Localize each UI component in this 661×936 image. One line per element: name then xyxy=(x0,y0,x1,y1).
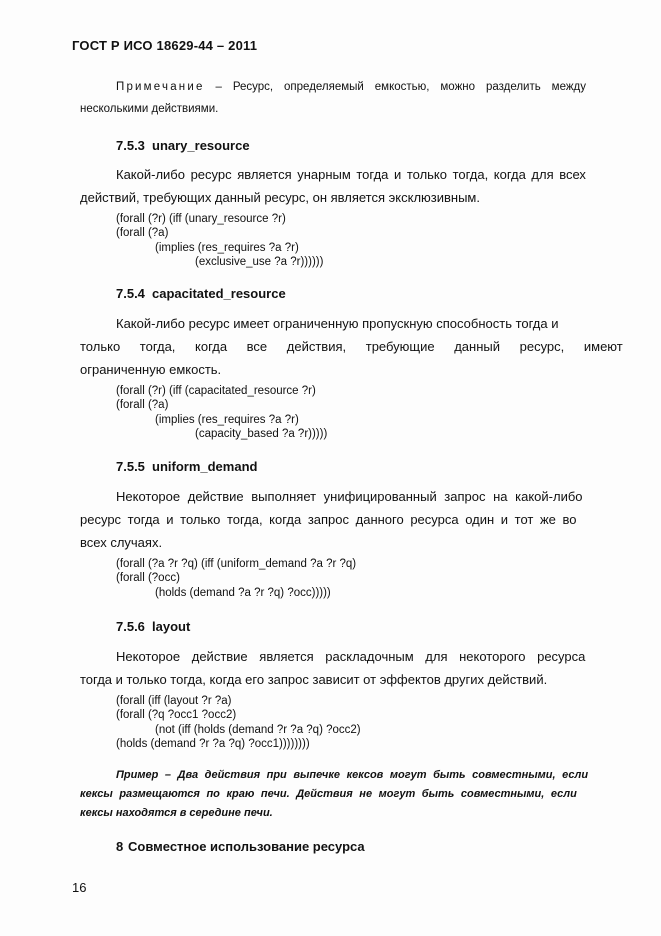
paragraph-line: ограниченную емкость. xyxy=(80,362,222,377)
code-line: (not (iff (holds (demand ?r ?a ?q) ?occ2) xyxy=(155,723,361,736)
word: только xyxy=(406,167,447,182)
section-title: layout xyxy=(152,619,191,634)
word: и xyxy=(393,167,402,182)
section-number: 8 xyxy=(116,839,124,854)
line-text: ресурс тогда и только тогда, когда запрос данного ресурса один и тот же во xyxy=(80,512,577,527)
page-number: 16 xyxy=(72,880,87,895)
section-title: capacitated_resource xyxy=(152,286,286,301)
section-heading xyxy=(116,619,190,634)
code-line: (implies (res_requires ?a ?r) xyxy=(155,241,299,254)
code-line: (forall (?a ?r ?q) (iff (uniform_demand ?a ?r ?q) xyxy=(116,558,357,570)
note-word: между xyxy=(551,81,586,93)
section-title: Совместное использование ресурса xyxy=(128,839,365,854)
section-number: 7.5.3 xyxy=(116,138,145,153)
code-line: (forall (?r) (iff (capacitated_resource ?r) xyxy=(116,385,316,397)
paragraph-line xyxy=(116,649,585,664)
paragraph-line xyxy=(80,512,577,527)
paragraph-line: тогда и только тогда, когда его запрос зависит от эффектов других действий. xyxy=(80,672,548,687)
code-line: (exclusive_use ?a ?r)))))) xyxy=(195,256,324,269)
line-text: Пример – Два действия при выпечке кексов могут быть совместными, если xyxy=(116,769,589,781)
code-block xyxy=(116,212,323,270)
paragraph-line xyxy=(116,489,583,504)
word: является xyxy=(237,167,292,182)
line-text: Некоторое действие выполняет унифицированный запрос на какой-либо xyxy=(116,489,583,504)
section-title: uniform_demand xyxy=(152,459,258,474)
word: всех xyxy=(559,167,586,182)
note-word: определяемый xyxy=(284,81,364,93)
section-title: unary_resource xyxy=(152,138,250,153)
code-line: (implies (res_requires ?a ?r) xyxy=(155,413,299,426)
word: унарным xyxy=(297,167,351,182)
section-heading xyxy=(116,138,250,153)
code-line: (forall (?a) xyxy=(116,227,169,240)
line-text: Какой-либо ресурс имеет ограниченную пропускную способность тогда и xyxy=(116,316,559,331)
code-line: (holds (demand ?r ?a ?q) ?occ1)))))))) xyxy=(116,738,310,751)
code-line: (forall (?q ?occ1 ?occ2) xyxy=(116,709,237,722)
section-heading xyxy=(116,459,257,474)
note-label: Примечание xyxy=(116,81,205,93)
code-line: (forall (iff (layout ?r ?a) xyxy=(116,695,232,707)
code-line: (forall (?r) (iff (unary_resource ?r) xyxy=(116,213,286,225)
code-block xyxy=(116,557,356,600)
code-line: (forall (?a) xyxy=(116,399,169,412)
example-line xyxy=(116,769,588,781)
note-word: разделить xyxy=(485,81,541,93)
code-block xyxy=(116,384,327,442)
example-line: кексы находятся в середине печи. xyxy=(80,807,273,819)
section-8-heading xyxy=(116,839,365,854)
section-number: 7.5.5 xyxy=(116,459,145,474)
note-dash: – xyxy=(215,81,222,93)
code-line: (forall (?occ) xyxy=(116,572,180,585)
line-text: только тогда, когда все действия, требующие данный ресурс, имеют xyxy=(80,339,623,354)
note-word: емкостью, xyxy=(374,81,430,93)
word: тогда, xyxy=(452,167,489,182)
section-number: 7.5.6 xyxy=(116,619,145,634)
note-line-2: несколькими действиями. xyxy=(80,103,219,115)
code-line: (holds (demand ?a ?r ?q) ?occ))))) xyxy=(155,586,331,599)
line-text: Некоторое действие является раскладочным для некоторого ресурса xyxy=(116,649,586,664)
paragraph-line xyxy=(116,167,586,182)
section-number: 7.5.4 xyxy=(116,286,145,301)
document-header: ГОСТ Р ИСО 18629-44 – 2011 xyxy=(72,38,258,53)
paragraph-line xyxy=(80,339,623,354)
word: для xyxy=(531,167,554,182)
line-text: кексы размещаются по краю печи. Действия не могут быть совместными, если xyxy=(80,788,577,800)
code-line: (capacity_based ?a ?r))))) xyxy=(195,428,328,441)
paragraph-line: всех случаях. xyxy=(80,535,163,550)
note-word: можно xyxy=(440,81,476,93)
example-line xyxy=(80,788,577,800)
word: когда xyxy=(493,167,526,182)
paragraph-line: действий, требующих данный ресурс, он является эксклюзивным. xyxy=(80,190,480,205)
word: Какой-либо xyxy=(116,167,185,182)
note-word: Ресурс, xyxy=(232,81,274,93)
word: тогда xyxy=(356,167,389,182)
paragraph-line xyxy=(116,316,586,331)
word: ресурс xyxy=(190,167,232,182)
section-heading xyxy=(116,286,286,301)
code-block xyxy=(116,694,361,752)
note-line-1 xyxy=(116,81,586,93)
